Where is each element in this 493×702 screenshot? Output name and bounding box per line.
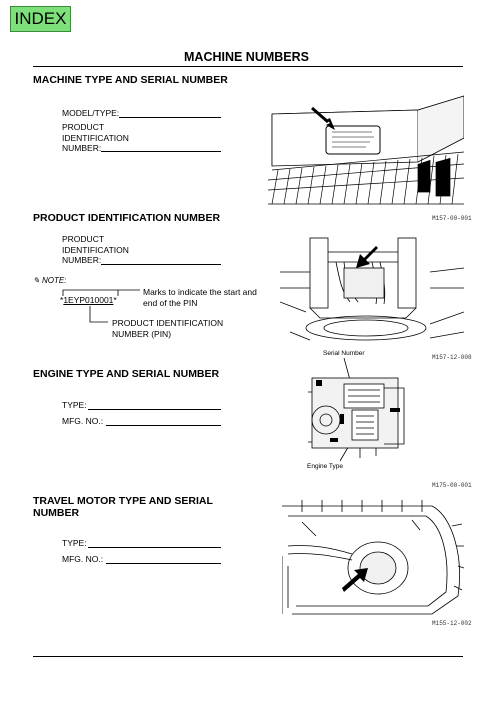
- engine-figure-code: M175-00-001: [432, 482, 472, 489]
- engine-mfg-field[interactable]: [106, 425, 221, 426]
- engine-type-caption: Engine Type: [307, 463, 344, 470]
- footer-rule: [33, 656, 463, 657]
- machine-pin-label: PRODUCT IDENTIFICATION NUMBER:: [62, 122, 129, 153]
- pin-label: PRODUCT IDENTIFICATION NUMBER:: [62, 234, 129, 265]
- pin-location-illustration: [280, 232, 464, 350]
- engine-mfg-label: MFG. NO.:: [62, 416, 104, 426]
- engine-type-field[interactable]: [88, 409, 221, 410]
- model-type-label: MODEL/TYPE:: [62, 108, 120, 118]
- engine-illustration: [300, 358, 412, 474]
- model-type-field[interactable]: [119, 117, 221, 118]
- page-title: MACHINE NUMBERS: [184, 50, 309, 64]
- pin-field[interactable]: [101, 264, 221, 265]
- serial-number-caption: Serial Number: [323, 350, 365, 357]
- pin-figure-code: M157-12-008: [432, 354, 472, 361]
- title-rule: [33, 66, 463, 67]
- pin-section-heading: PRODUCT IDENTIFICATION NUMBER: [33, 212, 221, 224]
- machine-figure-code: M157-00-001: [432, 215, 472, 222]
- pin-example: *1EYP010001*: [60, 295, 117, 305]
- travel-type-field[interactable]: [88, 547, 221, 548]
- pid-note: PRODUCT IDENTIFICATION NUMBER (PIN): [112, 318, 224, 339]
- travel-type-label: TYPE:: [62, 538, 87, 548]
- pencil-icon: ✎: [33, 276, 40, 285]
- travel-section-heading: TRAVEL MOTOR TYPE AND SERIAL NUMBER: [33, 495, 213, 519]
- machine-pin-field[interactable]: [101, 151, 221, 152]
- marks-note: Marks to indicate the start and end of the PIN: [143, 287, 257, 308]
- index-button[interactable]: INDEX: [10, 6, 71, 32]
- machine-section-heading: MACHINE TYPE AND SERIAL NUMBER: [33, 74, 228, 86]
- machine-plate-illustration: [268, 92, 464, 210]
- travel-figure-code: M155-12-002: [432, 620, 472, 627]
- note-label: ✎ NOTE:: [33, 276, 67, 285]
- engine-section-heading: ENGINE TYPE AND SERIAL NUMBER: [33, 368, 220, 380]
- travel-mfg-field[interactable]: [106, 563, 221, 564]
- travel-motor-illustration: [282, 496, 464, 616]
- engine-type-label: TYPE:: [62, 400, 87, 410]
- travel-mfg-label: MFG. NO.:: [62, 554, 104, 564]
